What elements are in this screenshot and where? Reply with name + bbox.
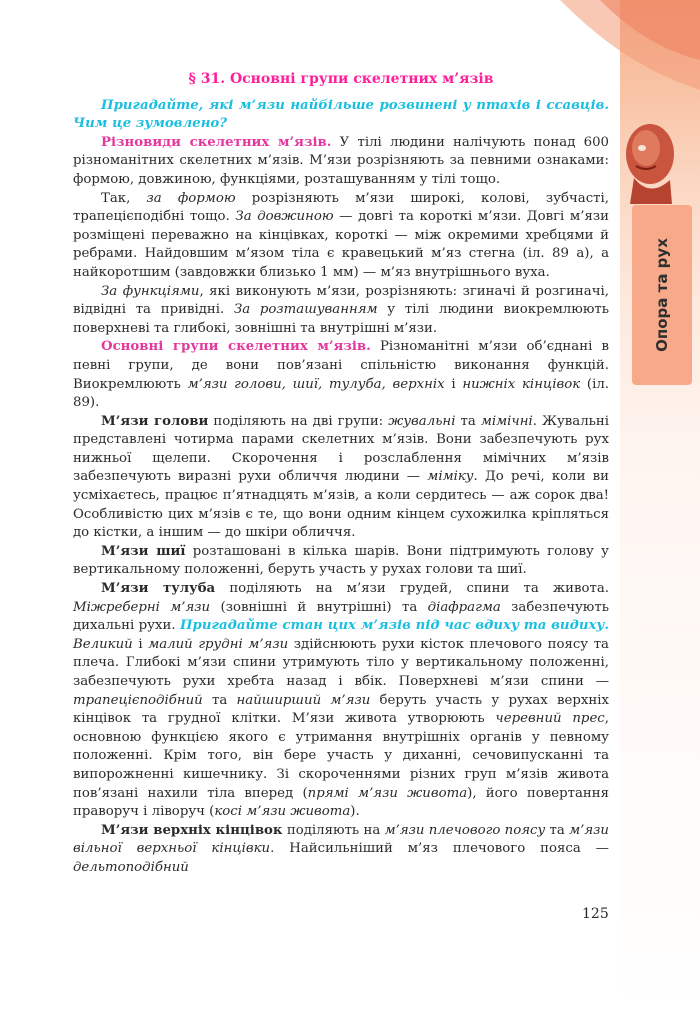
paragraph-function: За функціями, які виконують м’язи, розрізняють: згиначі й розгиначі, відвідні та привідні. За розташуванням у тілі людини виокремлюють поверхневі та глибокі, зовнішні та внутрішні м’язи. — [73, 283, 609, 336]
recall-question: Пригадайте, які м’язи найбільше розвинені у птахів і ссавців. Чим це зумовлено? — [73, 97, 609, 132]
paragraph-upper-limb-muscles: М’язи верхніх кінцівок поділяють на м’язи плечового поясу та м’язи вільної верхньої кінцівки. Найсильніший м’яз плечового пояса — дельтоподібний — [73, 822, 609, 875]
chapter-tab-label: Опора та рух — [653, 238, 672, 352]
muscle-head-illustration — [616, 118, 688, 204]
paragraph-form: Так, за формою розрізняють м’язи широкі, колові, зубчасті, трапецієподібні тощо. За довжиною — довгі та короткі м’язи. Довгі м’язи розміщені переважно на кінцівках, короткі — між окремими хребцями й ребрами. Найдовшим м’язом тіла є кравецький м’яз стегна (іл. 89 а), а найкоротшим (завдовжки близько 1 мм) — м’яз внутрішнього вуха. — [73, 190, 610, 280]
paragraph-groups: Основні групи скелетних м’язів. Різноманітні м’язи об’єднані в певні групи, де вони пов’язані спільністю виконання функцій. Виокремлюють м’язи голови, шиї, тулуба, верхніх і нижніх кінцівок (іл. 89). — [73, 339, 610, 411]
paragraph-neck-muscles: М’язи шиї розташовані в кілька шарів. Вони підтримують голову у вертикальному положенні, беруть участь у рухах голови та шиї. — [73, 543, 609, 578]
paragraph-trunk-muscles: М’язи тулуба поділяють на м’язи грудей, спини та живота. Міжреберні м’язи (зовнішні й внутрішні) та діафрагма забезпечують дихальні рухи. Пригадайте стан цих м’язів під час вдиху та видиху. Великий і малий грудні м’язи здійснюють рухи кісток плечового поясу та плеча. Глибокі м’язи спини утримують тіло у вертикальному положенні, забезпечують рухи хребта назад і вбік. Поверхневі м’язи спини — трапецієподібний та найширший м’язи беруть участь у рухах верхніх кінцівок та грудної клітки. М’язи живота утворюють черевний прес, основною функцією якого є утримання внутрішніх органів у певному положенні. Крім того, він бере участь у диханні, сечовипусканні та випорожненні кишечнику. Зі скороченнями різних груп м’язів живота пов’язані нахили тіла вперед (прямі м’язи живота), його повертання праворуч і ліворуч (косі м’язи живота). — [73, 581, 609, 820]
subheading-types: Різновиди скелетних м’язів. — [101, 134, 332, 150]
section-title: § 31. Основні групи скелетних м’язів — [188, 71, 494, 87]
paragraph-head-muscles: М’язи голови поділяють на дві групи: жувальні та мімічні. Жувальні представлені чотирма парами скелетних м’язів. Вони забезпечують рух нижньої щелепи. Скорочення і розслаблення мімічних м’язів забезпечують виразні рухи обличчя людини — міміку. До речі, коли ви усміхаєтесь, працює п’ятнадцять м’язів, а коли сердитесь — аж сорок два! Особливістю цих м’язів є те, що вони одним кінцем сухожилка кріпляться до кістки, а іншим — до шкіри обличчя. — [73, 413, 610, 541]
page-content — [73, 70, 609, 878]
subheading-groups: Основні групи скелетних м’язів. — [101, 339, 371, 355]
page-number: 125 — [582, 906, 609, 922]
recall-question-breathing: Пригадайте стан цих м’язів під час вдиху та видиху. — [179, 618, 609, 634]
chapter-tab[interactable] — [632, 205, 692, 385]
paragraph-types: Різновиди скелетних м’язів. У тілі людини налічують понад 600 різноманітних скелетних м’язів. М’язи розрізняють за певними ознаками: формою, довжиною, функціями, розташуванням у тілі тощо. — [73, 134, 610, 187]
